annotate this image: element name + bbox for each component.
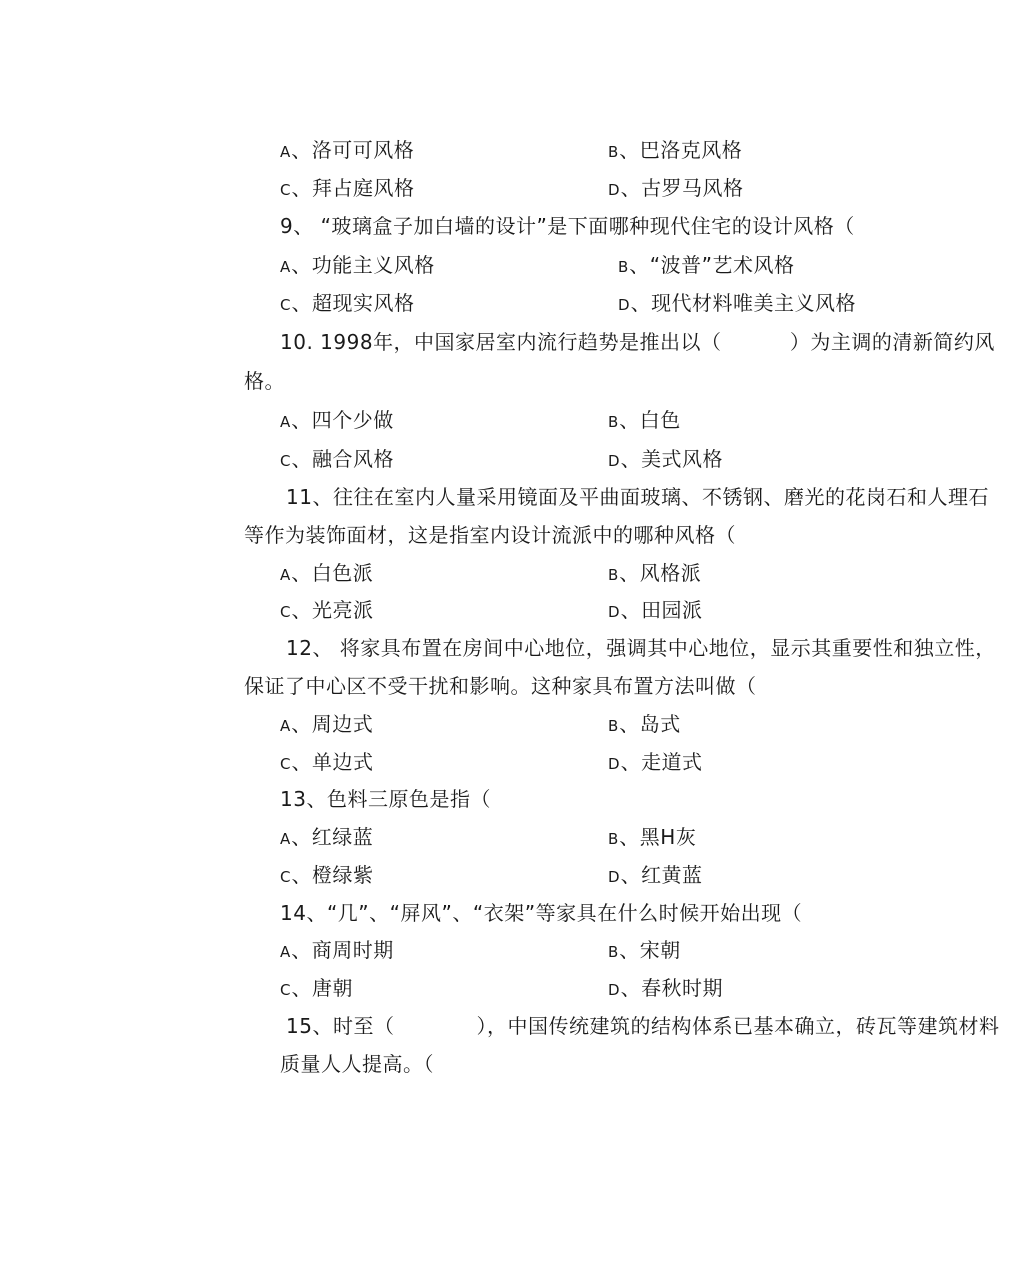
q11-stem-line1: 11、往往在室内人量采用镜面及平曲面玻璃、不锈钢、磨光的花岗石和人理石: [286, 485, 989, 509]
option-sep: 、: [291, 712, 312, 736]
option-text: 四个少做: [311, 408, 394, 432]
option-text: 走道式: [641, 750, 703, 774]
q9-stem: 9、 “玻璃盒子加白墙的设计”是下面哪种现代住宅的设计风格（: [280, 214, 855, 238]
option-text: 红绿蓝: [311, 825, 374, 849]
option-letter: D: [608, 181, 621, 199]
option-letter: A: [280, 943, 292, 961]
option-text: 岛式: [639, 712, 681, 736]
option-letter: B: [608, 566, 620, 584]
option-text: 古罗马风格: [641, 176, 744, 200]
option-letter: A: [280, 413, 292, 431]
q8-option-d: [608, 176, 744, 202]
q12-stem-line2: 保证了中心区不受干扰和影响。这种家具布置方法叫做（: [244, 674, 757, 698]
option-sep: 、: [291, 447, 312, 471]
option-text: 商周时期: [311, 938, 394, 962]
option-sep: 、: [291, 863, 312, 887]
option-text: 白色: [639, 408, 681, 432]
option-letter: A: [280, 566, 292, 584]
q12-option-a: [280, 712, 373, 738]
option-sep: 、: [620, 863, 642, 887]
option-sep: 、: [291, 253, 312, 277]
option-letter: B: [608, 943, 620, 961]
option-sep: 、: [630, 291, 652, 315]
option-sep: 、: [619, 938, 640, 962]
q10-option-b: [608, 408, 681, 434]
q9-option-c: [280, 291, 414, 317]
option-sep: 、: [291, 825, 312, 849]
q13-option-b: [608, 825, 696, 851]
q14-stem: 14、“几”、“屏风”、“衣架”等家具在什么时候开始出现（: [280, 901, 803, 925]
option-letter: B: [608, 143, 620, 161]
q9-option-a: [280, 253, 435, 279]
option-text: 美式风格: [641, 447, 724, 471]
option-text: 白色派: [311, 561, 374, 585]
q11-option-d: [608, 598, 703, 624]
option-letter: C: [280, 296, 292, 314]
option-text: 宋朝: [639, 938, 681, 962]
option-text: 超现实风格: [311, 291, 415, 315]
option-text: 周边式: [311, 712, 374, 736]
option-sep: 、: [291, 561, 312, 585]
q11-option-a: [280, 561, 373, 587]
q14-option-b: [608, 938, 681, 964]
option-letter: B: [618, 258, 630, 276]
option-text: 巴洛克风格: [639, 138, 743, 162]
option-sep: 、: [291, 938, 312, 962]
option-text: 现代材料唯美主义风格: [651, 291, 857, 315]
option-sep: 、: [291, 750, 312, 774]
option-letter: D: [608, 981, 621, 999]
option-letter: B: [608, 413, 620, 431]
option-sep: 、: [291, 976, 312, 1000]
option-letter: A: [280, 717, 292, 735]
option-text: 融合风格: [311, 447, 394, 471]
option-sep: 、: [620, 976, 642, 1000]
option-sep: 、: [619, 138, 640, 162]
option-sep: 、: [291, 598, 312, 622]
option-sep: 、: [291, 291, 312, 315]
option-text: 拜占庭风格: [311, 176, 415, 200]
option-letter: C: [280, 755, 292, 773]
option-sep: 、: [619, 825, 640, 849]
option-letter: C: [280, 452, 292, 470]
option-letter: C: [280, 181, 292, 199]
option-text: 春秋时期: [641, 976, 724, 1000]
option-sep: 、: [619, 408, 640, 432]
option-letter: A: [280, 143, 292, 161]
option-text: 风格派: [639, 561, 702, 585]
option-sep: 、: [291, 408, 312, 432]
option-text: 黑H灰: [639, 825, 697, 849]
q12-stem-line1: 12、 将家具布置在房间中心地位，强调其中心地位，显示其重要性和独立性，: [286, 636, 996, 660]
q8-option-b: [608, 138, 742, 164]
q10-option-c: [280, 447, 394, 473]
option-letter: D: [608, 868, 621, 886]
option-letter: D: [608, 603, 621, 621]
q13-option-a: [280, 825, 373, 851]
option-text: 红黄蓝: [641, 863, 703, 887]
q10-stem-line2: 格。: [244, 369, 285, 393]
option-sep: 、: [291, 176, 312, 200]
q14-option-d: [608, 976, 723, 1002]
option-letter: C: [280, 868, 292, 886]
option-sep: 、: [291, 138, 312, 162]
option-sep: 、: [619, 561, 640, 585]
q8-option-c: [280, 176, 414, 202]
option-text: “波普”艺术风格: [649, 253, 795, 277]
q13-option-c: [280, 863, 373, 889]
option-sep: 、: [629, 253, 650, 277]
q14-option-a: [280, 938, 394, 964]
option-text: 唐朝: [311, 976, 353, 1000]
option-letter: B: [608, 717, 620, 735]
option-text: 橙绿紫: [311, 863, 374, 887]
option-letter: D: [608, 452, 621, 470]
q12-option-d: [608, 750, 703, 776]
q9-option-d: [618, 291, 856, 317]
q10-option-a: [280, 408, 394, 434]
q11-stem-line2: 等作为装饰面材，这是指室内设计流派中的哪种风格（: [244, 523, 736, 547]
option-text: 田园派: [641, 598, 703, 622]
q11-option-b: [608, 561, 701, 587]
q13-stem: 13、色料三原色是指（: [280, 787, 491, 811]
option-sep: 、: [620, 176, 642, 200]
q15-stem-line1: 15、时至（ ），中国传统建筑的结构体系已基本确立，砖瓦等建筑材料: [286, 1014, 1000, 1038]
q10-stem-line1: 10. 1998年，中国家居室内流行趋势是推出以（ ）为主调的清新简约风: [280, 330, 995, 354]
option-letter: D: [608, 755, 621, 773]
option-letter: D: [618, 296, 631, 314]
option-text: 洛可可风格: [311, 138, 415, 162]
option-letter: A: [280, 830, 292, 848]
q12-option-b: [608, 712, 681, 738]
option-letter: B: [608, 830, 620, 848]
option-letter: A: [280, 258, 292, 276]
option-sep: 、: [620, 750, 642, 774]
option-letter: C: [280, 603, 292, 621]
option-sep: 、: [619, 712, 640, 736]
q13-option-d: [608, 863, 703, 889]
q11-option-c: [280, 598, 373, 624]
option-text: 单边式: [311, 750, 374, 774]
q8-option-a: [280, 138, 414, 164]
q12-option-c: [280, 750, 373, 776]
q10-option-d: [608, 447, 723, 473]
q9-option-b: [618, 253, 795, 279]
option-text: 光亮派: [311, 598, 374, 622]
option-text: 功能主义风格: [311, 253, 435, 277]
q14-option-c: [280, 976, 353, 1002]
option-letter: C: [280, 981, 292, 999]
option-sep: 、: [620, 447, 642, 471]
q15-stem-line2: 质量人人提高。（: [280, 1052, 434, 1076]
option-sep: 、: [620, 598, 642, 622]
